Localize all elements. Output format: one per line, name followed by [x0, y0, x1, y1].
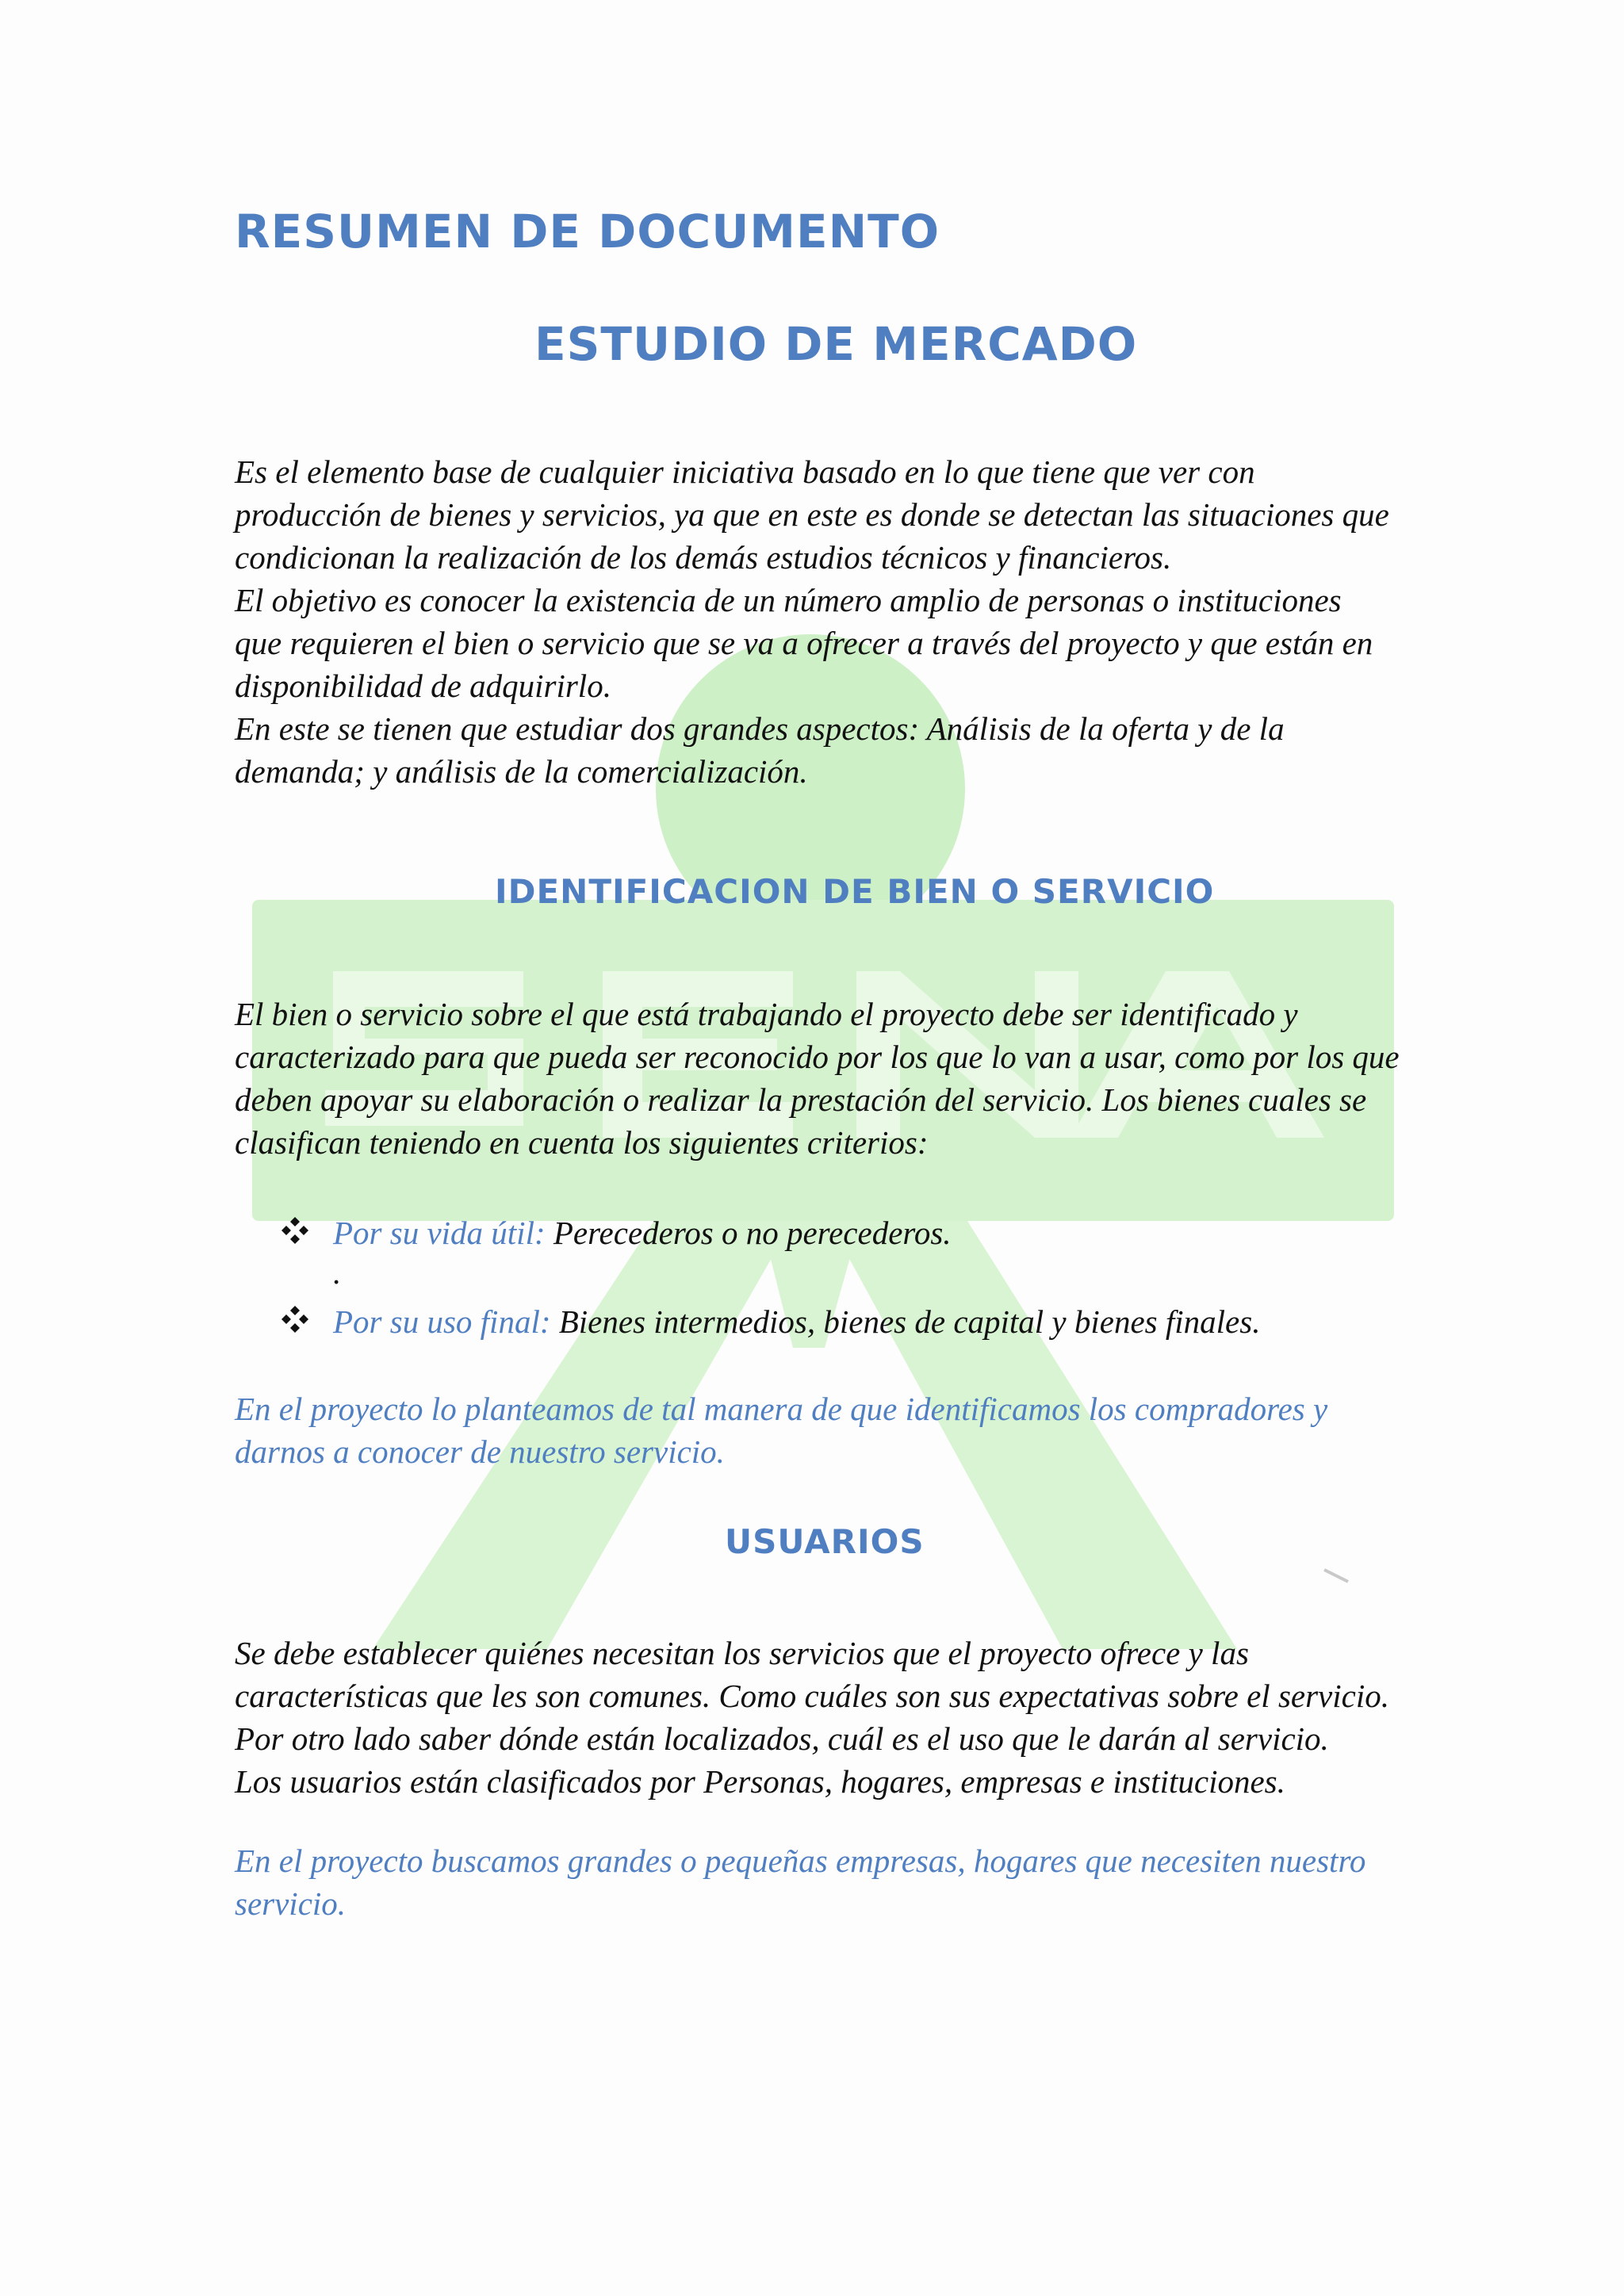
identificacion-line: deben apoyar su elaboración o realizar la prestación del servicio. Los bienes cuales se [235, 1081, 1367, 1118]
project-note-line: En el proyecto buscamos grandes o pequeñas empresas, hogares que necesiten nuestro [235, 1843, 1366, 1879]
separator-dot: . [333, 1254, 342, 1291]
bullet-label: Por su vida útil: [333, 1215, 546, 1251]
identificacion-line: caracterizado para que pueda ser reconocido por los que lo van a usar, como por los que [235, 1039, 1400, 1075]
bullet-value: Bienes intermedios, bienes de capital y bienes finales. [550, 1303, 1261, 1340]
section-heading-usuarios: USUARIOS [725, 1522, 925, 1561]
intro-line: disponibilidad de adquirirlo. [235, 668, 611, 704]
intro-line: producción de bienes y servicios, ya que en este es donde se detectan las situaciones que [235, 496, 1389, 533]
intro-paragraph [235, 450, 1400, 793]
intro-line: Es el elemento base de cualquier iniciativa basado en lo que tiene que ver con [235, 453, 1255, 490]
usuarios-line: Se debe establecer quiénes necesitan los servicios que el proyecto ofrece y las [235, 1635, 1249, 1671]
usuarios-line: Los usuarios están clasificados por Personas, hogares, empresas e instituciones. [235, 1763, 1285, 1800]
document-title: RESUMEN DE DOCUMENTO [235, 205, 940, 258]
intro-line: demanda; y análisis de la comercialización. [235, 753, 808, 790]
usuarios-paragraph [235, 1632, 1400, 1803]
bullet-item-uso-final [281, 1300, 1391, 1345]
watermark-small-stroke [1324, 1570, 1348, 1582]
intro-line: que requieren el bien o servicio que se va a ofrecer a través del proyecto y que están en [235, 625, 1373, 661]
separator-dot-row [281, 1256, 1391, 1300]
intro-line: condicionan la realización de los demás estudios técnicos y financieros. [235, 539, 1172, 576]
criteria-bullet-list [281, 1211, 1391, 1345]
project-note-line: En el proyecto lo planteamos de tal manera de que identificamos los compradores y [235, 1391, 1328, 1427]
intro-line: El objetivo es conocer la existencia de un número amplio de personas o instituciones [235, 582, 1342, 618]
four-diamond-bullet-icon [281, 1305, 309, 1334]
project-note-usuarios [235, 1839, 1400, 1925]
bullet-label: Por su uso final: [333, 1303, 551, 1340]
identificacion-line: El bien o servicio sobre el que está trabajando el proyecto debe ser identificado y [235, 996, 1298, 1032]
project-note-identificacion [235, 1387, 1400, 1473]
section-heading-identificacion: IDENTIFICACION DE BIEN O SERVICIO [495, 872, 1215, 911]
bullet-value: Perecederos o no perecederos. [545, 1215, 952, 1251]
bullet-text [333, 1300, 1260, 1343]
bullet-item-vida-util [281, 1211, 1391, 1256]
project-note-line: darnos a conocer de nuestro servicio. [235, 1433, 725, 1470]
intro-line: En este se tienen que estudiar dos grandes aspectos: Análisis de la oferta y de la [235, 710, 1285, 747]
document-subtitle: ESTUDIO DE MERCADO [534, 317, 1138, 371]
usuarios-line: características que les son comunes. Como cuáles son sus expectativas sobre el servicio. [235, 1678, 1389, 1714]
bullet-text [333, 1211, 952, 1254]
project-note-line: servicio. [235, 1885, 347, 1922]
identificacion-line: clasifican teniendo en cuenta los siguientes criterios: [235, 1124, 929, 1161]
identificacion-paragraph [235, 993, 1400, 1164]
four-diamond-bullet-icon [281, 1216, 309, 1245]
usuarios-line: Por otro lado saber dónde están localizados, cuál es el uso que le darán al servicio. [235, 1720, 1329, 1757]
